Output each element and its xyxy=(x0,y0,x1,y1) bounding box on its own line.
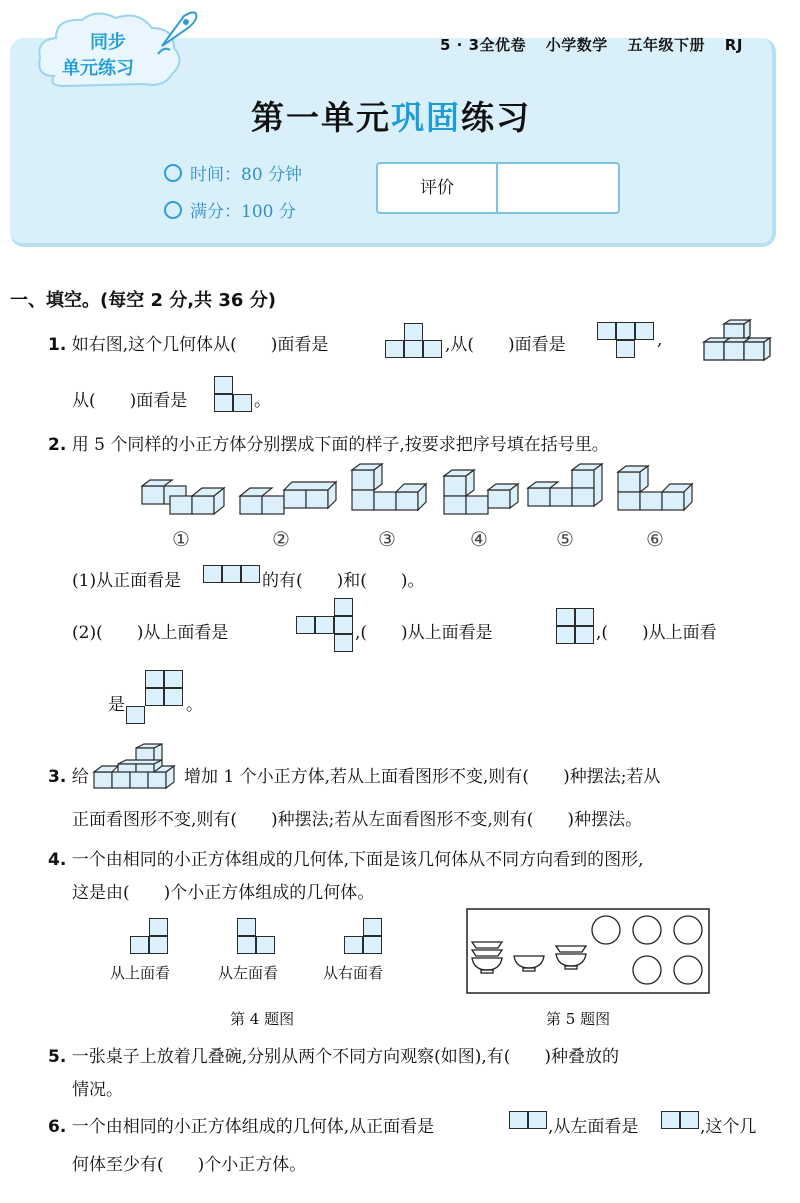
figure-1 xyxy=(142,480,224,514)
cloud-badge-icon xyxy=(34,6,204,96)
figure-5 xyxy=(528,464,602,506)
brand: 5 · 3全优卷 xyxy=(440,36,527,54)
q2-text: 2. 用 5 个同样的小正方体分别摆成下面的样子,按要求把序号填在括号里。 xyxy=(48,435,609,455)
rating-label: 评价 xyxy=(378,164,498,212)
figure-label-1: ① xyxy=(172,527,190,551)
figure-6 xyxy=(618,466,692,510)
section-heading: 一、填空。(每空 2 分,共 36 分) xyxy=(10,290,276,311)
q5-figure-caption: 第 5 题图 xyxy=(546,1010,611,1028)
q4-view-label-left: 从左面看 xyxy=(218,964,279,982)
q4-line1: 4. 一个由相同的小正方体组成的几何体,下面是该几何体从不同方向看到的图形, xyxy=(48,850,644,870)
time-info: 时间：80 分钟 xyxy=(164,160,302,185)
figure-label-3: ③ xyxy=(378,527,396,551)
figure-label-6: ⑥ xyxy=(646,527,664,551)
figure-label-4: ④ xyxy=(470,527,488,551)
q1-line1b: ,从( )面看是 xyxy=(445,335,566,355)
q2-sub2: (2)( )从上面看是 xyxy=(72,623,229,643)
q3-solid-figure xyxy=(92,742,184,790)
score-info: 满分：100 分 xyxy=(164,197,296,222)
rating-value[interactable] xyxy=(498,164,618,212)
badge-line2: 单元练习 xyxy=(62,58,134,79)
q4-line2: 这是由( )个小正方体组成的几何体。 xyxy=(72,883,375,903)
top-bar xyxy=(440,34,790,60)
q4-view-label-right: 从右面看 xyxy=(323,964,384,982)
q1-line1: 1. 如右图,这个几何体从( )面看是 xyxy=(48,335,329,355)
q2-sub1: (1)从正面看是 xyxy=(72,571,182,591)
q5-bowls-figure xyxy=(466,908,710,994)
figure-2 xyxy=(240,482,336,514)
q2-cube-figures xyxy=(140,460,710,522)
check-icon xyxy=(164,201,182,219)
q1-solid-figure xyxy=(702,318,774,368)
figure-4 xyxy=(444,470,518,514)
badge-line1: 同步 xyxy=(90,32,126,53)
edition: RJ xyxy=(724,36,743,54)
q3-line1: 3. 给 xyxy=(48,767,89,787)
figure-3 xyxy=(352,464,426,510)
figure-label-5: ⑤ xyxy=(556,527,574,551)
q5-line2: 情况。 xyxy=(72,1080,123,1100)
rating-box xyxy=(376,162,620,214)
page-title: 第一单元巩固练习 xyxy=(251,98,531,137)
q4-view-label-top: 从上面看 xyxy=(110,964,171,982)
grade: 五年级下册 xyxy=(627,36,706,54)
clock-icon xyxy=(164,164,182,182)
unit-practice-badge xyxy=(34,6,204,96)
q5-line1: 5. 一张桌子上放着几叠碗,分别从两个不同方向观察(如图),有( )种叠放的 xyxy=(48,1047,620,1067)
q6-line2: 何体至少有( )个小正方体。 xyxy=(72,1155,307,1175)
q3-line2: 正面看图形不变,则有( )种摆法;若从左面看图形不变,则有( )种摆法。 xyxy=(72,810,643,830)
q1-line2: 从( )面看是 xyxy=(72,391,188,411)
figure-label-2: ② xyxy=(272,527,290,551)
subject: 小学数学 xyxy=(545,36,608,54)
q4-figure-caption: 第 4 题图 xyxy=(230,1010,295,1028)
q6-line1: 6. 一个由相同的小正方体组成的几何体,从正面看是 xyxy=(48,1117,435,1137)
